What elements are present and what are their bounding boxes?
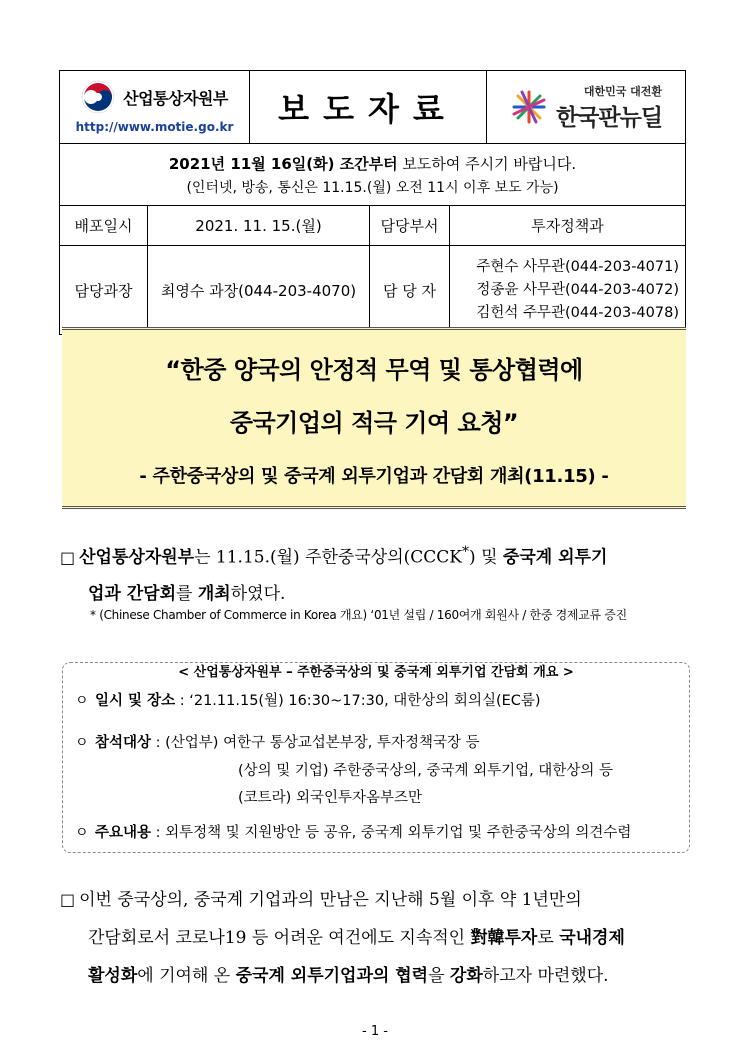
doc-title: 보도자료: [250, 71, 487, 143]
staff-contacts: [450, 246, 685, 334]
para2-bold: 對韓투자: [470, 928, 538, 948]
summary-who-line-3: (코트라) 외국인투자옴부즈만: [238, 790, 423, 806]
para1-text: 는 11.15.(월) 주한중국상의(CCCK: [194, 547, 462, 568]
para2-bold: 중국계 외투기업과의 협력: [235, 966, 429, 986]
summary-label: 일시 및 장소: [95, 693, 176, 709]
para2-text: 이번 중국상의, 중국계 기업과의 만남은 지난해 5월 이후 약 1년만의: [79, 890, 582, 910]
para2-text: 간담회로서 코로나19 등 어려운 여건에도 지속적인: [88, 928, 471, 948]
para2-text: 에 기여해 온: [137, 966, 236, 986]
para1-text: ) 및: [469, 547, 503, 568]
summary-label: 참석대상: [95, 735, 152, 751]
summary-item-when: [75, 689, 541, 710]
para1-text: 하였다.: [230, 583, 286, 604]
staff-contact: 김헌석 주무관(044-203-4078): [476, 304, 679, 321]
square-bullet-icon: □: [60, 547, 76, 567]
summary-item-what: [75, 821, 631, 842]
department-value: 투자정책과: [531, 217, 604, 235]
summary-label: 주요내용: [95, 825, 152, 841]
square-bullet-icon: □: [60, 890, 76, 909]
release-date-value: 2021. 11. 15.(월): [148, 206, 370, 245]
summary-who-line-2: (상의 및 기업) 주한중국상의, 중국계 외투기업, 대한상의 등: [238, 763, 613, 779]
para1-bold: 산업통상자원부: [79, 547, 195, 568]
paragraph-2: [60, 881, 690, 995]
para1-bold: 개최: [197, 583, 231, 604]
ministry-url[interactable]: http://www.motie.go.kr: [75, 120, 234, 134]
para1-text: 를: [176, 583, 198, 604]
para2-text: 하고자 마련했다.: [482, 966, 609, 986]
paragraph-1: [60, 534, 690, 612]
new-deal-logo: [487, 71, 685, 143]
para1-bold: 중국계 외투기: [502, 547, 608, 568]
embargo-date: 2021년 11월 16일(화) 조간부터: [168, 154, 398, 173]
headline-line-2: 중국기업의 적극 기여 요청”: [229, 409, 519, 437]
summary-value: : 외투정책 및 지원방안 등 공유, 중국계 외투기업 및 주한중국상의 의견수렴: [151, 825, 632, 841]
para2-bold: 강화: [449, 966, 483, 986]
division-head-label: 담당과장: [60, 246, 148, 334]
staff-contact: 정종윤 사무관(044-203-4072): [476, 281, 679, 298]
press-release-header: [59, 70, 686, 335]
new-deal-star-icon: [510, 88, 548, 126]
footnote: * (Chinese Chamber of Commerce in Korea 개요) ‘01년 설립 / 160여개 회원사 / 한중 경제교류 증진: [90, 608, 627, 622]
new-deal-name: 한국판뉴딜: [555, 104, 663, 131]
para2-text: 로: [537, 928, 560, 948]
release-date-label: 배포일시: [60, 206, 148, 245]
para1-bold: 업과 간담회: [88, 583, 177, 604]
staff-contact: 주현수 사무관(044-203-4071): [476, 258, 679, 275]
para2-bold: 국내경제: [559, 928, 625, 948]
summary-value: : ‘21.11.15(월) 16:30~17:30, 대한상의 회의실(EC룸): [175, 693, 541, 709]
summary-item-who: [75, 731, 480, 752]
footnote-mark: *: [461, 544, 470, 560]
department-label: 담당부서: [370, 206, 450, 245]
summary-title: < 산업통상자원부 – 주한중국상의 및 중국계 외투기업 간담회 개요 >: [178, 665, 574, 680]
circle-bullet-icon: ㅇ: [75, 825, 89, 841]
headline-line-1: “한중 양국의 안정적 무역 및 통상협력에: [165, 356, 583, 384]
headline-subtitle: - 주한중국상의 및 중국계 외투기업과 간담회 개최(11.15) -: [139, 466, 609, 487]
division-head-value: 최영수 과장(044-203-4070): [148, 246, 370, 334]
new-deal-slogan: 대한민국 대전환: [583, 84, 663, 98]
staff-label: 담 당 자: [370, 246, 450, 334]
para2-text: 을: [428, 966, 450, 986]
para2-bold: 활성화: [88, 966, 138, 986]
embargo-notice: [60, 144, 685, 206]
circle-bullet-icon: ㅇ: [75, 735, 89, 751]
page-number: - 1 -: [362, 1024, 388, 1039]
ministry-name: 산업통상자원부: [123, 88, 228, 108]
embargo-online-note: (인터넷, 방송, 통신은 11.15.(월) 오전 11시 이후 보도 가능): [186, 179, 559, 196]
meeting-summary-box: [62, 662, 690, 853]
circle-bullet-icon: ㅇ: [75, 693, 89, 709]
ministry-logo-block: [60, 71, 250, 143]
summary-value: : (산업부) 여한구 통상교섭본부장, 투자정책국장 등: [151, 735, 480, 751]
embargo-text: 보도하여 주시기 바랍니다.: [397, 154, 577, 173]
headline-box: [62, 327, 686, 509]
taeguk-emblem-icon: [81, 80, 115, 114]
